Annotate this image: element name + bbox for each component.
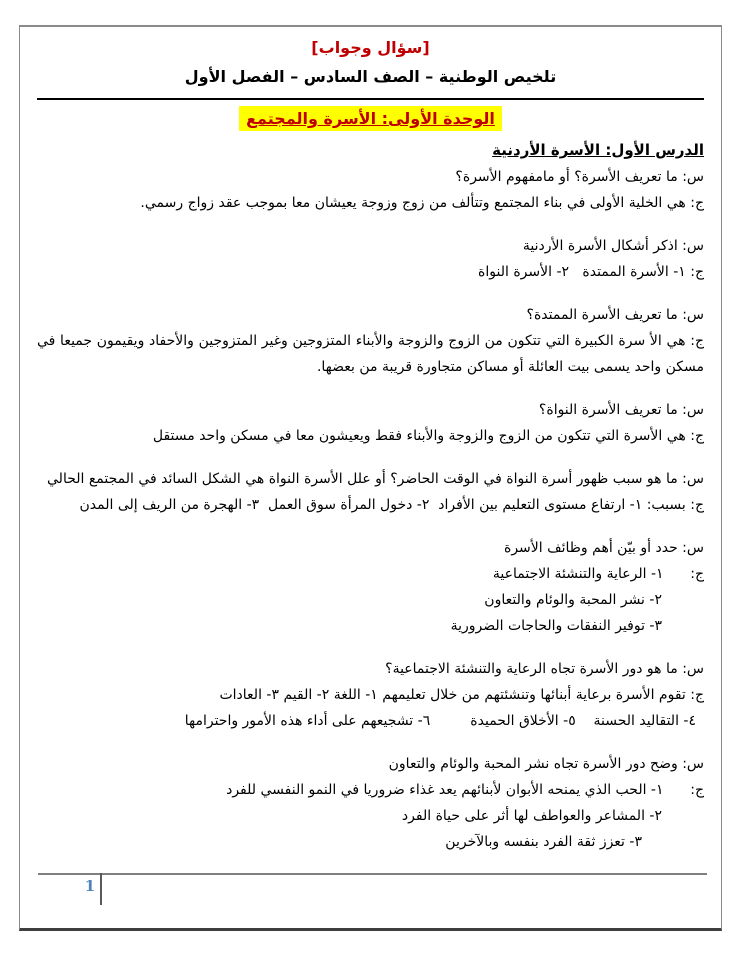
answer-line: ٤- التقاليد الحسنة ٥- الأخلاق الحميدة ٦- تشجيعهم على أداء هذه الأمور واحترامها xyxy=(184,713,696,729)
document-page xyxy=(19,25,722,931)
answer-line: ج: بسبب: ١- ارتفاع مستوى التعليم بين الأفراد ٢- دخول المرأة سوق العمل ٣- الهجرة من الريف إلى المدن xyxy=(79,497,704,513)
qa-block-8 xyxy=(37,751,704,855)
qa-block-5 xyxy=(37,466,704,518)
lesson-title: الدرس الأول: الأسرة الأردنية xyxy=(492,141,704,159)
question-line: س: ما هو دور الأسرة تجاه الرعاية والتنشئة الاجتماعية؟ xyxy=(385,661,704,677)
answer-line: ج: ١- الحب الذي يمنحه الأبوان لأبنائهم يعد غذاء ضروريا في النمو النفسي للفرد xyxy=(226,782,704,798)
qa-block-2 xyxy=(37,233,704,285)
qa-block-3 xyxy=(32,302,704,380)
header-divider xyxy=(37,98,704,100)
answer-line: ٣- تعزز ثقة الفرد بنفسه وبالآخرين xyxy=(445,834,642,850)
answer-line: ج: تقوم الأسرة برعاية أبنائها وتنشئتهم من خلال تعليمهم ١- اللغة ٢- القيم ٣- العادات xyxy=(219,687,704,703)
answer-line: ٢- نشر المحبة والوئام والتعاون xyxy=(484,592,662,608)
question-line: س: ما تعريف الأسرة؟ أو مامفهوم الأسرة؟ xyxy=(455,169,704,185)
answer-line: ج: ١- الرعاية والتنشئة الاجتماعية xyxy=(492,566,704,582)
answer-line: ٢- المشاعر والعواطف لها أثر على حياة الفرد xyxy=(401,808,662,824)
question-line: س: ما هو سبب ظهور أسرة النواة في الوقت الحاضر؟ أو علل الأسرة النواة هي الشكل السائد في المجتمع الحالي xyxy=(47,471,704,487)
page-header xyxy=(37,33,704,91)
unit-title-highlight: الوحدة الأولى: الأسرة والمجتمع xyxy=(239,106,502,131)
qa-block-4 xyxy=(37,397,704,449)
qa-block-1 xyxy=(37,164,704,216)
footer-bar xyxy=(100,873,102,905)
question-line: س: ما تعريف الأسرة الممتدة؟ xyxy=(526,307,704,323)
page-content xyxy=(20,27,721,855)
unit-title-line xyxy=(37,104,704,135)
answer-line: ج: هي الأ سرة الكبيرة التي تتكون من الزوج والزوجة والأبناء المتزوجين وغير المتزوجين والأحفاد ويقيمون جميعا في مسكن واحد يسمى بيت العائلة أو مساكن متجاورة قريبة من بعضها. xyxy=(32,333,704,375)
question-line: س: ما تعريف الأسرة النواة؟ xyxy=(538,402,704,418)
header-title: تلخيص الوطنية – الصف السادس – الفصل الأول xyxy=(184,67,557,86)
header-tag: [سؤال وجواب] xyxy=(311,38,430,57)
page-number: 1 xyxy=(84,877,96,895)
qa-block-7 xyxy=(37,656,704,734)
footer-divider xyxy=(38,873,707,875)
question-line: س: حدد أو بيّن أهم وظائف الأسرة xyxy=(504,540,704,556)
answer-line: ج: ١- الأسرة الممتدة ٢- الأسرة النواة xyxy=(478,264,704,280)
answer-line: ج: هي الخلية الأولى في بناء المجتمع وتتألف من زوج وزوجة يعيشان معا بموجب عقد زواج رسمي. xyxy=(140,195,704,211)
qa-block-6 xyxy=(37,535,704,639)
answer-line: ج: هي الأسرة التي تتكون من الزوج والزوجة والأبناء فقط ويعيشون معا في مسكن واحد مستقل xyxy=(152,428,704,444)
question-line: س: وضح دور الأسرة تجاه نشر المحبة والوئام والتعاون xyxy=(388,756,704,772)
answer-line: ٣- توفير النفقات والحاجات الضرورية xyxy=(450,618,662,634)
question-line: س: اذكر أشكال الأسرة الأردنية xyxy=(522,238,704,254)
